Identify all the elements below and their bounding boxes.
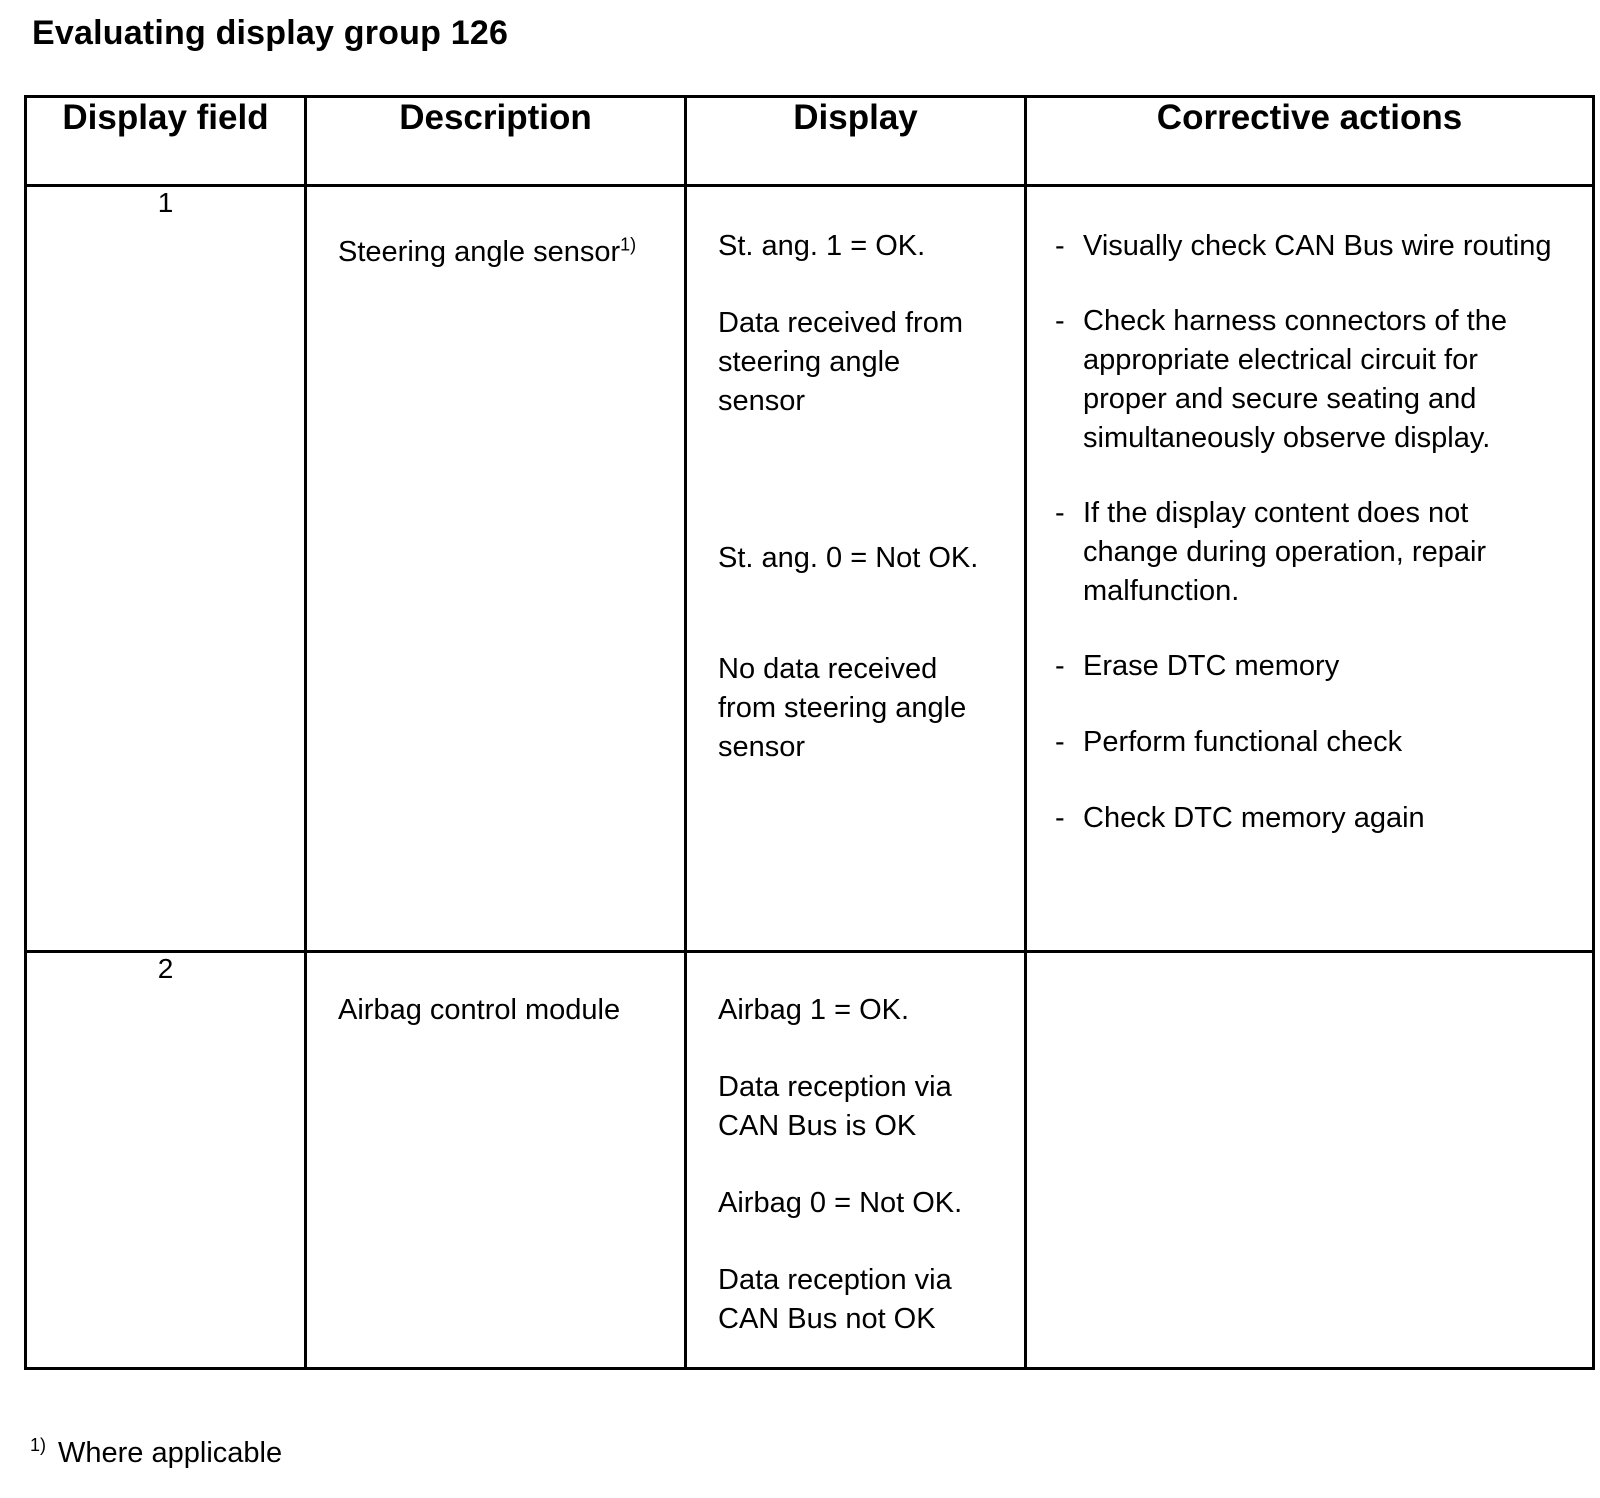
dash-bullet: - bbox=[1055, 230, 1065, 262]
display-value: St. ang. 1 = OK. bbox=[718, 230, 926, 262]
action-item bbox=[1055, 723, 1562, 762]
dash-bullet: - bbox=[1055, 497, 1065, 529]
action-item bbox=[1055, 799, 1562, 838]
dash-bullet: - bbox=[1055, 802, 1065, 834]
display-cell bbox=[686, 186, 1026, 952]
description-text: Steering angle sensor bbox=[338, 236, 621, 268]
footnote-marker: 1) bbox=[620, 234, 637, 255]
header-display-field: Display field bbox=[26, 97, 306, 186]
display-value: Data reception via CAN Bus is OK bbox=[718, 1071, 952, 1142]
table-row bbox=[26, 186, 1594, 952]
display-cell bbox=[686, 952, 1026, 1369]
action-item bbox=[1055, 494, 1562, 611]
corrective-actions-cell bbox=[1026, 952, 1594, 1369]
display-group-table bbox=[24, 95, 1595, 1370]
action-text: If the display content does not change during operation, repair malfunction. bbox=[1083, 497, 1487, 607]
footnote-marker: 1) bbox=[30, 1435, 47, 1456]
description-cell bbox=[306, 186, 686, 952]
display-value: St. ang. 0 = Not OK. bbox=[718, 542, 979, 574]
corrective-actions-cell bbox=[1026, 186, 1594, 952]
header-display: Display bbox=[686, 97, 1026, 186]
dash-bullet: - bbox=[1055, 726, 1065, 758]
dash-bullet: - bbox=[1055, 305, 1065, 337]
dash-bullet: - bbox=[1055, 650, 1065, 682]
header-corrective-actions: Corrective actions bbox=[1026, 97, 1594, 186]
description-text: Airbag control module bbox=[338, 994, 621, 1026]
display-value: No data received from steering angle sensor bbox=[718, 653, 967, 763]
header-row bbox=[26, 97, 1594, 186]
display-field-cell: 1 bbox=[26, 186, 306, 952]
page-title: Evaluating display group 126 bbox=[32, 14, 509, 52]
action-text: Perform functional check bbox=[1083, 726, 1403, 758]
display-value: Airbag 0 = Not OK. bbox=[718, 1187, 963, 1219]
action-text: Check DTC memory again bbox=[1083, 802, 1425, 834]
description-cell bbox=[306, 952, 686, 1369]
footnote-text: Where applicable bbox=[58, 1437, 283, 1469]
header-description: Description bbox=[306, 97, 686, 186]
action-text: Visually check CAN Bus wire routing bbox=[1083, 230, 1552, 262]
footnote bbox=[30, 1437, 282, 1470]
action-item bbox=[1055, 302, 1562, 458]
display-value: Data received from steering angle sensor bbox=[718, 307, 963, 417]
display-value: Data reception via CAN Bus not OK bbox=[718, 1264, 952, 1335]
action-item bbox=[1055, 227, 1562, 266]
display-value: Airbag 1 = OK. bbox=[718, 994, 910, 1026]
action-item bbox=[1055, 647, 1562, 686]
action-text: Erase DTC memory bbox=[1083, 650, 1340, 682]
table-row bbox=[26, 952, 1594, 1369]
action-text: Check harness connectors of the appropriate electrical circuit for proper and secure seating and simultaneously observe display. bbox=[1083, 305, 1507, 454]
display-field-cell: 2 bbox=[26, 952, 306, 1369]
